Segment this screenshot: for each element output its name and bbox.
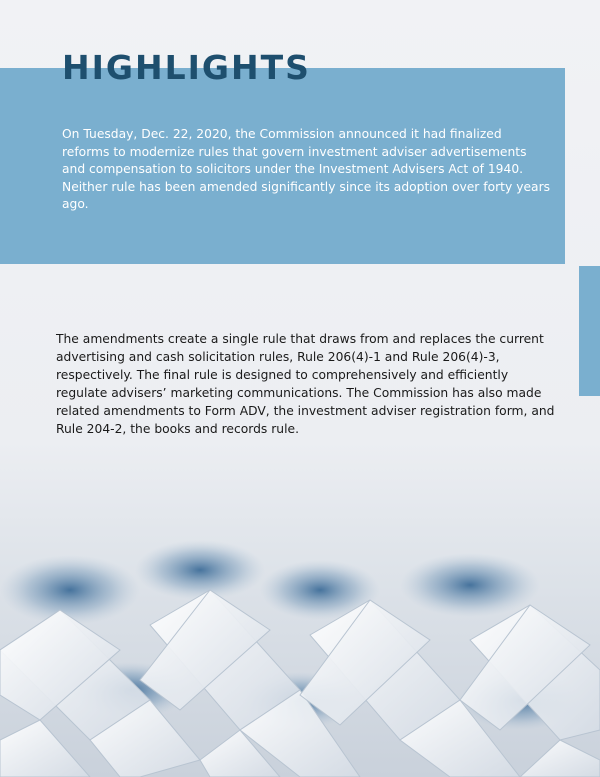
page-title: HIGHLIGHTS (62, 48, 311, 87)
side-accent-tab (579, 266, 600, 396)
highlight-summary: On Tuesday, Dec. 22, 2020, the Commission announced it had finalized reforms to modernize rules that govern investment adviser advertisements and compensation to solicitors under the Investment Advisers Act of 1940. Neither rule has been amended significantly since its adoption over forty years ago. (62, 127, 551, 211)
body-paragraph: The amendments create a single rule that draws from and replaces the current advertising and cash solicitation rules, Rule 206(4)-1 and Rule 206(4)-3, respectively. The final rule is designed to comprehensively and efficiently regulate advisers’ marketing communications. The Commission has also made related amendments to Form ADV, the investment adviser registration form, and Rule 204-2, the books and records rule. (56, 332, 555, 436)
lattice-background-image (0, 440, 600, 777)
